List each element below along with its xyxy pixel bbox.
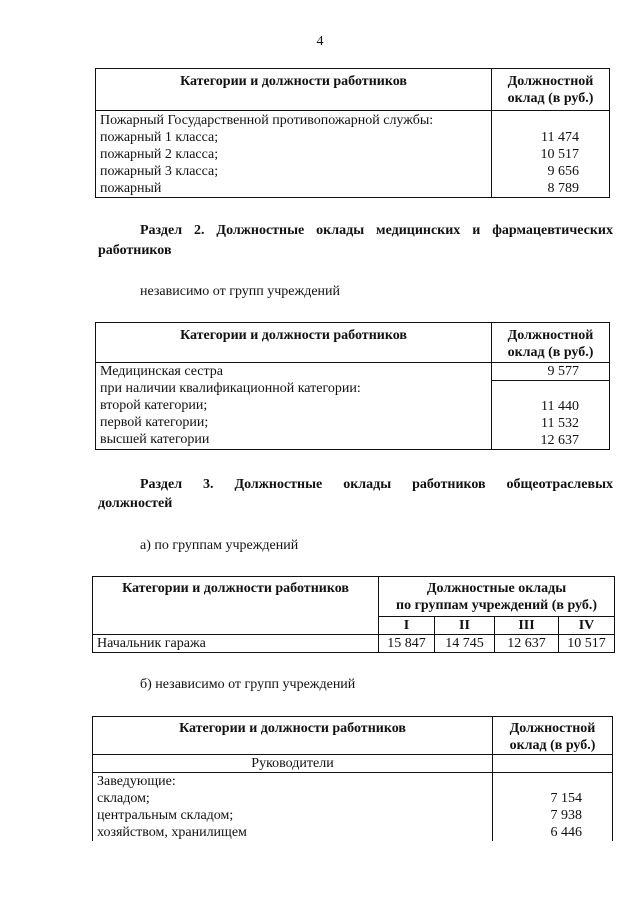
table-row-values [492,363,610,450]
list-item: Медицинская сестра [100,364,224,379]
table-row-name: Начальник гаража [93,635,379,653]
list-item: Пожарный Государственной противопожарной службы: [100,113,434,128]
table-row-names [96,363,492,450]
salary-value: 10 517 [559,635,615,653]
group-header-1: I [379,617,435,635]
list-item: хозяйством, хранилищем [97,825,247,840]
table-header-categories: Категории и должности работников [93,577,379,635]
list-item: при наличии квалификационной категории: [100,381,361,396]
salary-value: 12 637 [495,635,559,653]
table-row-names [96,111,492,198]
list-item: пожарный [100,181,162,196]
table-row-values [493,773,613,842]
list-item: пожарный 3 класса; [100,164,219,179]
group-header-3: III [495,617,559,635]
group-header-4: IV [559,617,615,635]
salary-value: 11 532 [541,416,579,431]
table-header-salary: Должностной оклад (в руб.) [493,717,613,755]
salary-value: 14 745 [435,635,495,653]
section-2-subtitle: независимо от групп учреждений [140,284,341,299]
section-3-title-cont: должностей [98,496,173,511]
salary-value: 6 446 [550,825,582,840]
salary-value: 10 517 [540,147,579,162]
section-3-title: Раздел 3. Должностные оклады работников общеотраслевых [140,477,613,492]
salary-value: 11 474 [541,130,579,145]
salary-value: 9 577 [492,363,609,381]
salary-value: 7 154 [550,791,582,806]
table-subheader: Руководители [93,755,493,773]
salary-value: 7 938 [550,808,582,823]
salary-value: 8 789 [547,181,579,196]
table-header-categories: Категории и должности работников [93,717,493,755]
salary-value: 9 656 [547,164,579,179]
table-header-salary: Должностной оклад (в руб.) [492,69,610,111]
section-3-subtitle-a: а) по группам учреждений [140,538,299,553]
table-header-salary: Должностной оклад (в руб.) [492,323,610,363]
salary-value: 15 847 [379,635,435,653]
table-medical [95,322,610,450]
table-row-names [93,773,493,842]
list-item: высшей категории [100,432,210,447]
table-garage [92,576,615,653]
table-firefighters [95,68,610,198]
table-header-categories: Категории и должности работников [96,323,492,363]
list-item: первой категории; [100,415,209,430]
section-2-title-cont: работников [98,243,172,258]
table-row-values [492,111,610,198]
list-item: второй категории; [100,398,208,413]
section-2-title: Раздел 2. Должностные оклады медицинских и фармацевтических [140,223,613,238]
table-header-groups: Должностные оклады по группам учреждений (в руб.) [379,577,615,617]
list-item: пожарный 1 класса; [100,130,219,145]
salary-value: 12 637 [540,433,579,448]
list-item: пожарный 2 класса; [100,147,219,162]
list-item: складом; [97,791,150,806]
page-number: 4 [316,34,324,49]
salary-value: 11 440 [541,399,579,414]
list-item: центральным складом; [97,808,234,823]
table-general-staff [92,716,613,841]
group-header-2: II [435,617,495,635]
list-item: Заведующие: [97,774,176,789]
table-header-categories: Категории и должности работников [96,69,492,111]
section-3-subtitle-b: б) независимо от групп учреждений [140,677,356,692]
